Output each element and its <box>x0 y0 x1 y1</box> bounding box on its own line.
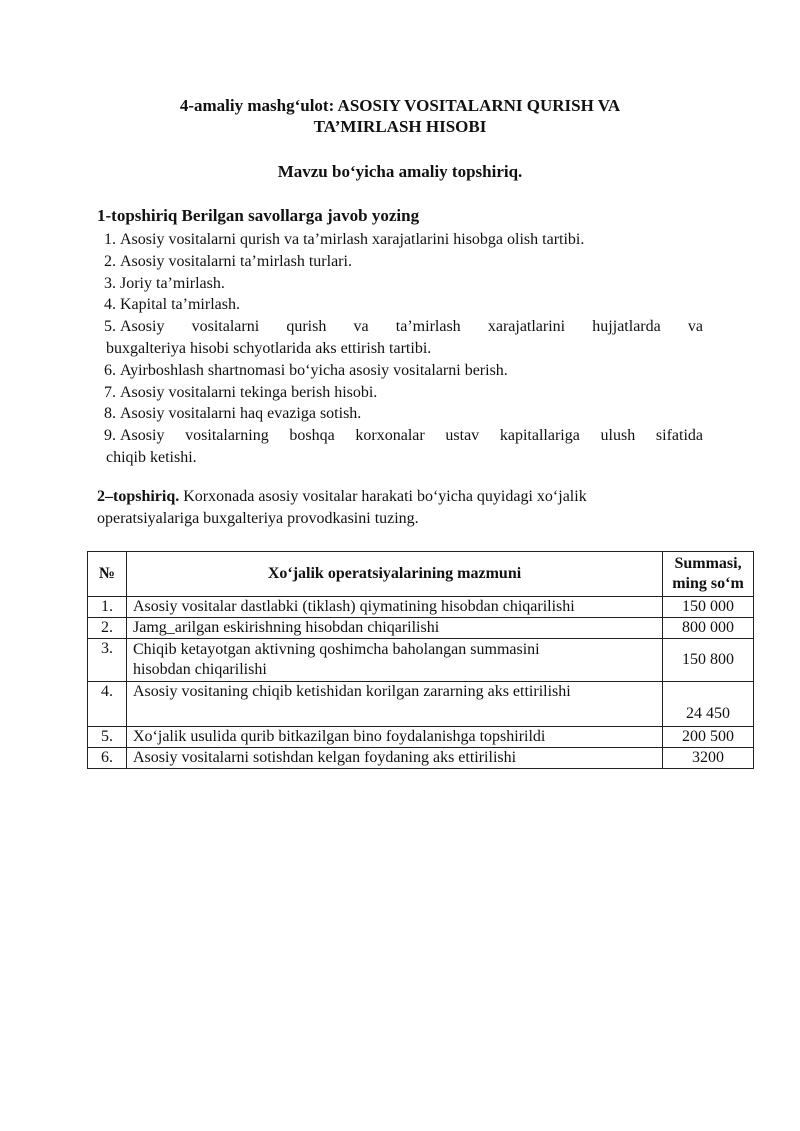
task2-lead: 2–topshiriq. <box>97 488 180 505</box>
list-item <box>97 316 703 338</box>
list-item <box>97 294 703 316</box>
row-amount: 150 800 <box>663 639 754 682</box>
operations-table <box>87 551 754 769</box>
list-item-continuation: chiqib ketishi. <box>106 448 197 466</box>
list-item-number: 1. <box>104 231 116 248</box>
list-item-text: Asosiy vositalarni qurish va ta’mirlash xarajatlarini hujjatlarda va <box>120 318 703 336</box>
table-row <box>88 727 754 748</box>
list-item-number: 2. <box>104 252 116 270</box>
row-number: 1. <box>88 597 127 618</box>
row-description: Jamg_arilgan eskirishning hisobdan chiqarilishi <box>127 618 663 639</box>
list-item-number: 5. <box>104 318 116 336</box>
row-description-line-2: hisobdan chiqarilishi <box>133 661 267 678</box>
row-description: Asosiy vositalarni sotishdan kelgan foydaning aks ettirilishi <box>127 748 663 769</box>
header-description: Xo‘jalik operatsiyalarining mazmuni <box>127 552 663 597</box>
list-item-number: 3. <box>104 274 116 292</box>
list-item-text: Asosiy vositalarni qurish va ta’mirlash xarajatlarini hisobga olish tartibi. <box>120 231 585 248</box>
row-number: 6. <box>88 748 127 769</box>
list-item-number: 9. <box>104 427 116 445</box>
row-description: Asosiy vositalar dastlabki (tiklash) qiymatining hisobdan chiqarilishi <box>127 597 663 618</box>
table-header-row <box>88 552 754 597</box>
list-item-number: 7. <box>104 383 116 401</box>
subtitle: Mavzu bo‘yicha amaliy topshiriq. <box>277 162 523 181</box>
table-row <box>88 639 754 682</box>
document-title <box>0 95 800 137</box>
list-item <box>97 360 703 382</box>
row-number: 5. <box>88 727 127 748</box>
row-amount: 24 450 <box>663 682 754 727</box>
task2-paragraph <box>97 486 717 530</box>
row-amount: 150 000 <box>663 597 754 618</box>
list-item <box>97 425 703 447</box>
row-description: Xo‘jalik usulida qurib bitkazilgan bino foydalanishga topshirildi <box>127 727 663 748</box>
table-row <box>88 748 754 769</box>
list-item <box>97 251 703 273</box>
list-item-text: Kapital ta’mirlash. <box>120 296 240 314</box>
row-amount: 200 500 <box>663 727 754 748</box>
task2-text: Korxonada asosiy vositalar harakati bo‘yicha quyidagi xo‘jalik <box>179 488 587 505</box>
row-description-line-1: Chiqib ketayotgan aktivning qoshimcha baholangan summasini <box>133 641 540 658</box>
list-item <box>97 273 703 295</box>
row-description <box>127 639 663 682</box>
title-line-2: TA’MIRLASH HISOBI <box>313 117 487 136</box>
row-number: 2. <box>88 618 127 639</box>
list-item-text: Asosiy vositalarni haq evaziga sotish. <box>120 405 362 423</box>
task1-heading: 1-topshiriq Berilgan savollarga javob yozing <box>97 206 420 225</box>
table-row <box>88 682 754 727</box>
row-number: 4. <box>88 682 127 727</box>
list-item-text: Asosiy vositalarni tekinga berish hisobi. <box>120 383 378 401</box>
header-amount-line-1: Summasi, <box>674 555 742 572</box>
header-amount <box>663 552 754 597</box>
header-number: № <box>88 552 127 597</box>
list-item-continuation: buxgalteriya hisobi schyotlarida aks ettirish tartibi. <box>106 339 432 357</box>
table-row <box>88 618 754 639</box>
row-amount: 800 000 <box>663 618 754 639</box>
header-amount-line-2: ming so‘m <box>672 575 744 592</box>
list-item-text: Joriy ta’mirlash. <box>120 274 225 292</box>
list-item <box>97 382 703 404</box>
row-description: Asosiy vositaning chiqib ketishidan korilgan zararning aks ettirilishi <box>127 682 663 727</box>
question-list <box>97 229 703 469</box>
list-item <box>97 229 703 251</box>
task2-text-line-2: operatsiyalariga buxgalteriya provodkasini tuzing. <box>97 510 419 527</box>
list-item <box>97 403 703 425</box>
list-item-number: 4. <box>104 296 116 314</box>
row-number: 3. <box>88 639 127 682</box>
title-line-1: 4-amaliy mashg‘ulot: ASOSIY VOSITALARNI QURISH VA <box>179 96 621 115</box>
list-item-number: 6. <box>104 361 116 379</box>
row-amount: 3200 <box>663 748 754 769</box>
list-item-number: 8. <box>104 405 116 423</box>
list-item-text: Asosiy vositalarni ta’mirlash turlari. <box>120 252 352 270</box>
list-item-text: Asosiy vositalarning boshqa korxonalar ustav kapitallariga ulush sifatida <box>120 427 703 445</box>
table-row <box>88 597 754 618</box>
list-item-text: Ayirboshlash shartnomasi bo‘yicha asosiy vositalarni berish. <box>120 361 508 379</box>
